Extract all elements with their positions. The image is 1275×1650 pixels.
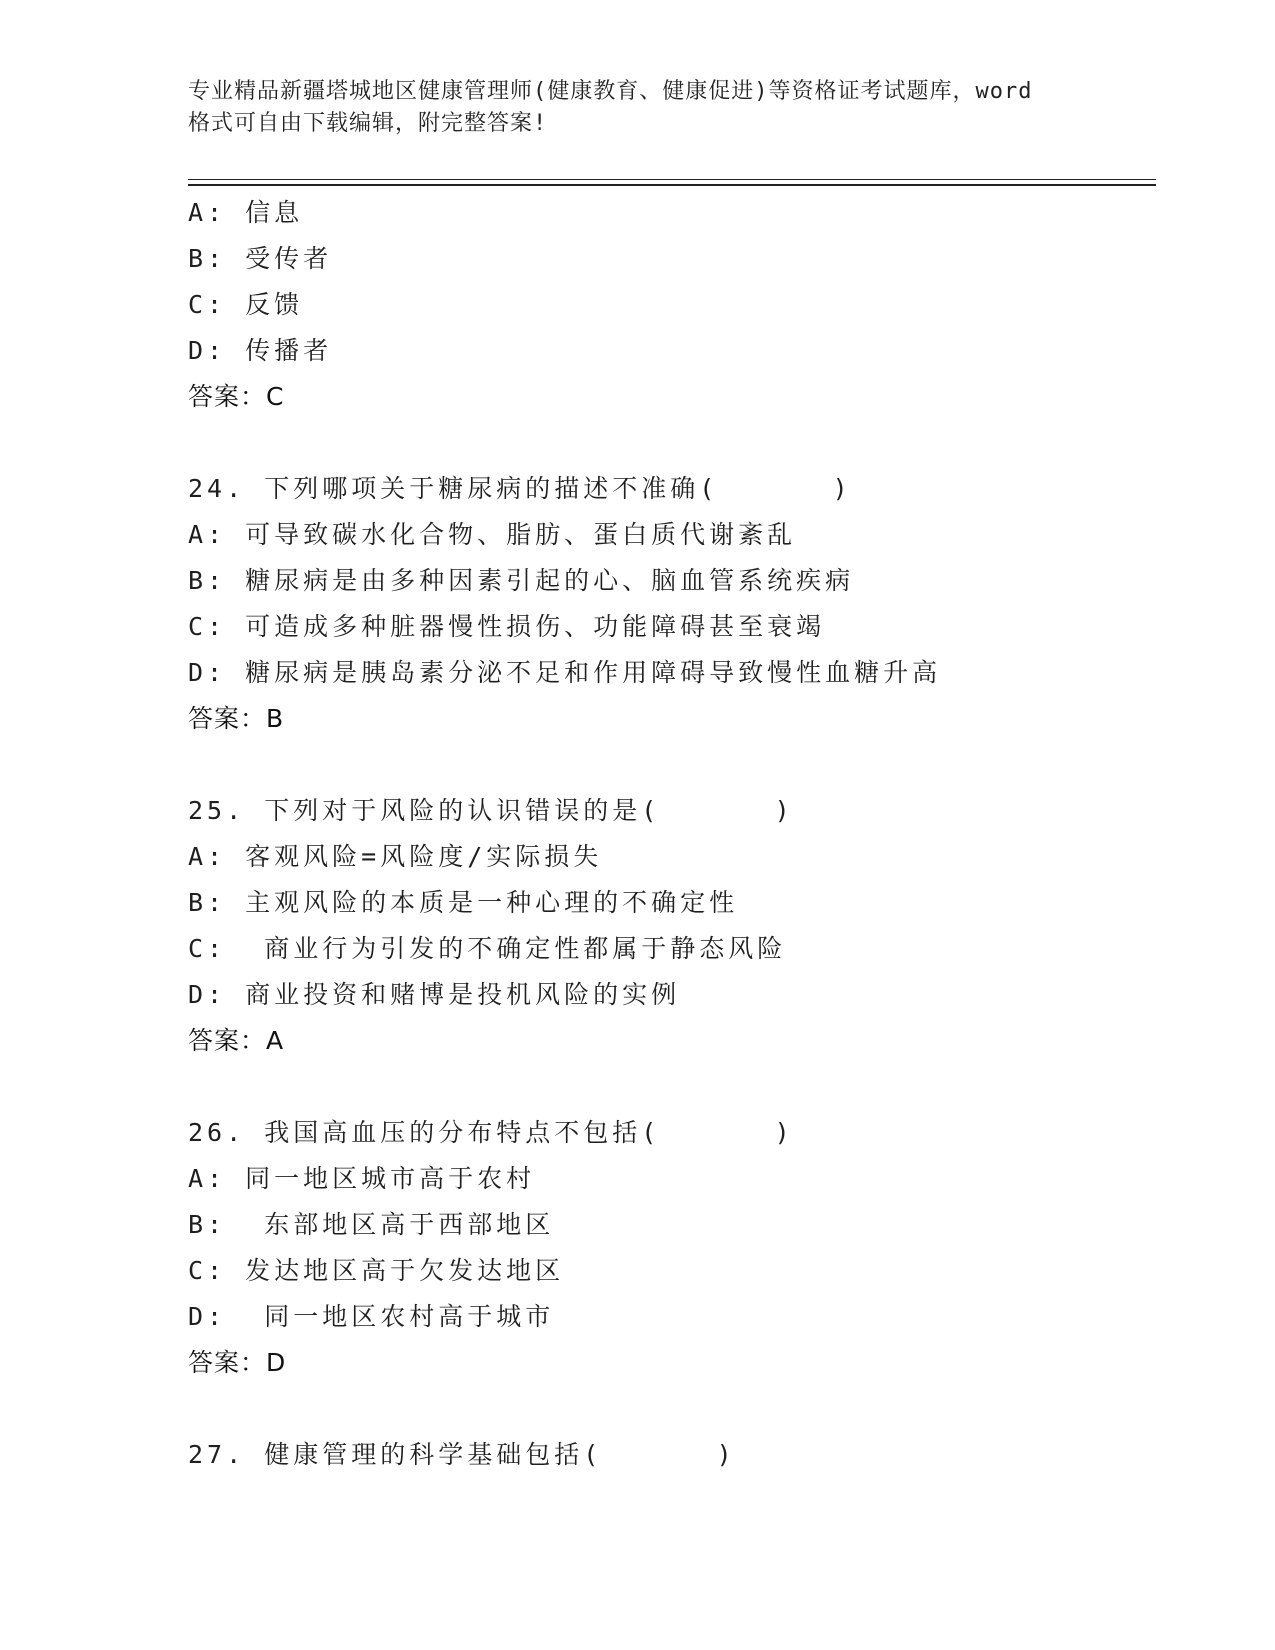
question-stem: 26. 我国高血压的分布特点不包括( ) (188, 1118, 794, 1147)
option-a: A: 客观风险=风险度/实际损失 (188, 842, 603, 871)
option-b: B: 主观风险的本质是一种心理的不确定性 (188, 888, 739, 917)
question-stem: 27. 健康管理的科学基础包括( ) (188, 1440, 736, 1469)
option-d: D: 同一地区农村高于城市 (188, 1302, 555, 1331)
option-b: B: 受传者 (188, 244, 333, 273)
option-c: C: 可造成多种脏器慢性损伤、功能障碍甚至衰竭 (188, 612, 826, 641)
question-list (188, 190, 1148, 1478)
option-c: C: 商业行为引发的不确定性都属于静态风险 (188, 934, 787, 963)
header-divider-thick (188, 184, 1156, 186)
answer-label: 答案：B (188, 704, 285, 733)
question-block-27 (188, 1432, 1148, 1478)
option-a: A: 信息 (188, 198, 304, 227)
question-block-25 (188, 788, 1148, 1064)
question-stem: 25. 下列对于风险的认识错误的是( ) (188, 796, 794, 825)
option-a: A: 同一地区城市高于农村 (188, 1164, 536, 1193)
option-d: D: 糖尿病是胰岛素分泌不足和作用障碍导致慢性血糖升高 (188, 658, 942, 687)
question-stem: 24. 下列哪项关于糖尿病的描述不准确( ) (188, 474, 852, 503)
answer-label: 答案：D (188, 1348, 287, 1377)
option-d: D: 商业投资和赌博是投机风险的实例 (188, 980, 681, 1009)
option-b: B: 东部地区高于西部地区 (188, 1210, 555, 1239)
option-a: A: 可导致碳水化合物、脂肪、蛋白质代谢紊乱 (188, 520, 797, 549)
option-c: C: 反馈 (188, 290, 304, 319)
spacer (188, 420, 1148, 466)
option-b: B: 糖尿病是由多种因素引起的心、脑血管系统疾病 (188, 566, 855, 595)
header-divider-thin (188, 179, 1156, 180)
answer-label: 答案：C (188, 382, 285, 411)
question-block-23 (188, 190, 1148, 420)
spacer (188, 1386, 1148, 1432)
question-block-24 (188, 466, 1148, 742)
option-d: D: 传播者 (188, 336, 333, 365)
document-header (188, 76, 1108, 140)
option-c: C: 发达地区高于欠发达地区 (188, 1256, 565, 1285)
spacer (188, 1064, 1148, 1110)
spacer (188, 742, 1148, 788)
header-line-2: 格式可自由下载编辑，附完整答案! (188, 111, 548, 136)
question-block-26 (188, 1110, 1148, 1386)
header-line-1: 专业精品新疆塔城地区健康管理师(健康教育、健康促进)等资格证考试题库，word (188, 79, 1033, 104)
answer-label: 答案：A (188, 1026, 285, 1055)
